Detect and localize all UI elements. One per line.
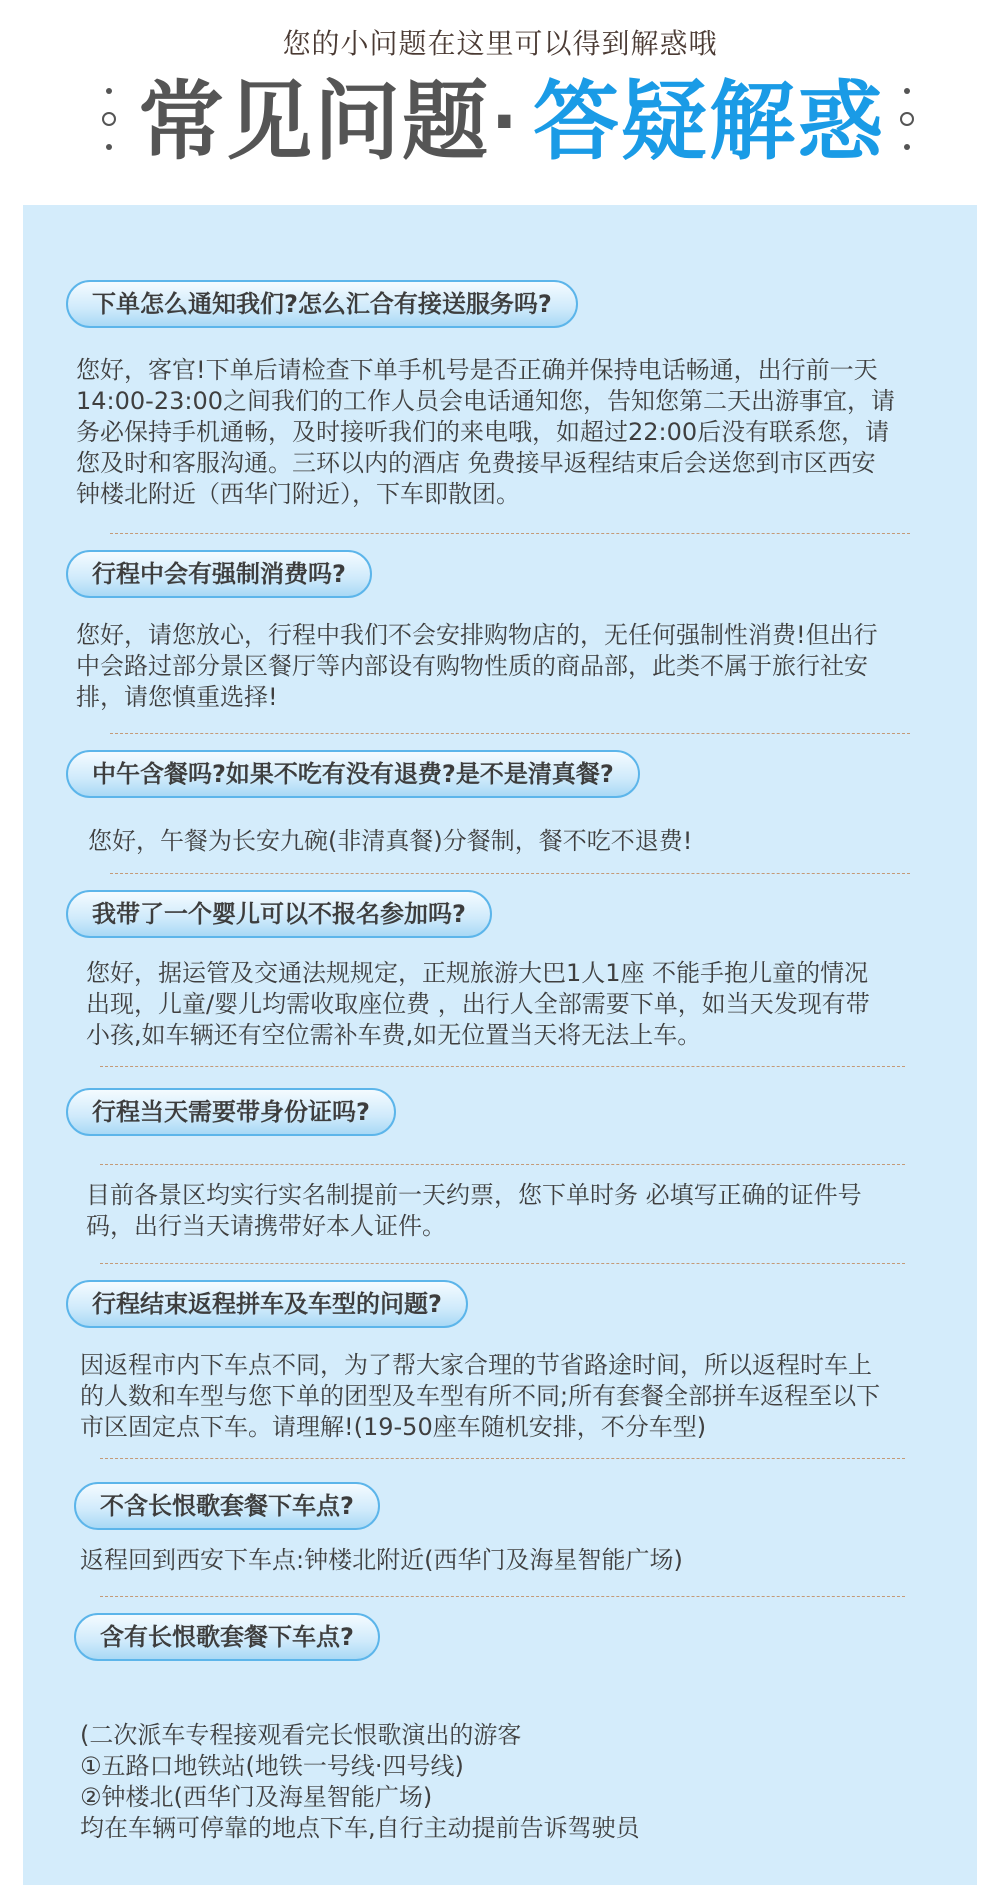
answer-line: 您好，据运管及交通法规规定，正规旅游大巴1人1座 不能手抱儿童的情况 (86, 959, 869, 987)
answer-line: 您好，请您放心，行程中我们不会安排购物店的，无任何强制性消费!但出行 (76, 621, 878, 649)
faq-answer-8 (80, 1720, 640, 1844)
answer-line: 因返程市内下车点不同，为了帮大家合理的节省路途时间，所以返程时车上 (80, 1351, 872, 1379)
faq-answer-3 (88, 826, 692, 857)
answer-line: 目前各景区均实行实名制提前一天约票，您下单时务 必填写正确的证件号 (86, 1181, 862, 1209)
divider (100, 1066, 905, 1067)
answer-line: 码，出行当天请携带好本人证件。 (86, 1212, 446, 1240)
answer-line: 您及时和客服沟通。三环以内的酒店 免费接早返程结束后会送您到市区西安 (76, 449, 876, 477)
page-header (0, 0, 1000, 205)
divider (100, 1263, 905, 1264)
faq-question-6: 行程结束返程拼车及车型的问题? (66, 1280, 468, 1328)
answer-line: 排，请您慎重选择! (76, 683, 278, 711)
divider (110, 733, 910, 734)
answer-line: 您好，午餐为长安九碗(非清真餐)分餐制，餐不吃不退费! (88, 827, 693, 855)
divider (110, 533, 910, 534)
divider (100, 1596, 905, 1597)
divider (100, 1458, 905, 1459)
answer-line: ①五路口地铁站(地铁一号线·四号线) (80, 1752, 464, 1780)
faq-answer-2 (76, 620, 878, 713)
answer-line: 的人数和车型与您下单的团型及车型有所不同;所有套餐全部拼车返程至以下 (80, 1382, 881, 1410)
page-subtitle: 您的小问题在这里可以得到解惑哦 (282, 27, 718, 60)
title-answers: 答疑解惑 (533, 72, 885, 172)
answer-line: ②钟楼北(西华门及海星智能广场) (80, 1783, 433, 1811)
faq-question-2: 行程中会有强制消费吗? (66, 550, 372, 598)
answer-line: 出现，儿童/婴儿均需收取座位费 ，出行人全部需要下单，如当天发现有带 (86, 990, 870, 1018)
page-title (0, 72, 1000, 172)
answer-line: 均在车辆可停靠的地点下车,自行主动提前告诉驾驶员 (80, 1814, 640, 1842)
faq-question-4: 我带了一个婴儿可以不报名参加吗? (66, 890, 492, 938)
faq-answer-1 (76, 355, 895, 510)
faq-question-3: 中午含餐吗?如果不吃有没有退费?是不是清真餐? (66, 750, 640, 798)
faq-answer-7 (80, 1545, 683, 1576)
faq-question-7: 不含长恨歌套餐下车点? (74, 1482, 380, 1530)
divider (110, 873, 910, 874)
title-separator-dot: · (491, 81, 518, 163)
answer-line: 钟楼北附近（西华门附近），下车即散团。 (76, 480, 520, 508)
faq-answer-4 (86, 958, 870, 1051)
answer-line: 返程回到西安下车点:钟楼北附近(西华门及海星智能广场) (80, 1546, 683, 1574)
faq-question-1: 下单怎么通知我们?怎么汇合有接送服务吗? (66, 280, 578, 328)
answer-line: 市区固定点下车。请理解!(19-50座车随机安排，不分车型) (80, 1413, 707, 1441)
answer-line: 中会路过部分景区餐厅等内部设有购物性质的商品部，此类不属于旅行社安 (76, 652, 868, 680)
faq-question-8: 含有长恨歌套餐下车点? (74, 1613, 380, 1661)
answer-line: 务必保持手机通畅，及时接听我们的来电哦，如超过22:00后没有联系您，请 (76, 418, 890, 446)
title-faq: 常见问题 (138, 72, 490, 172)
answer-line: 小孩,如车辆还有空位需补车费,如无位置当天将无法上车。 (86, 1021, 702, 1049)
divider (100, 1164, 905, 1165)
faq-answer-6 (80, 1350, 880, 1443)
faq-question-5: 行程当天需要带身份证吗? (66, 1088, 396, 1136)
answer-line: 您好，客官!下单后请检查下单手机号是否正确并保持电话畅通，出行前一天 (76, 356, 878, 384)
answer-line: (二次派车专程接观看完长恨歌演出的游客 (80, 1721, 522, 1749)
left-dots-ornament (99, 88, 119, 152)
answer-line: 14:00-23:00之间我们的工作人员会电话通知您，告知您第二天出游事宜，请 (76, 387, 895, 415)
faq-answer-5 (86, 1180, 862, 1242)
right-dots-ornament (897, 88, 917, 152)
